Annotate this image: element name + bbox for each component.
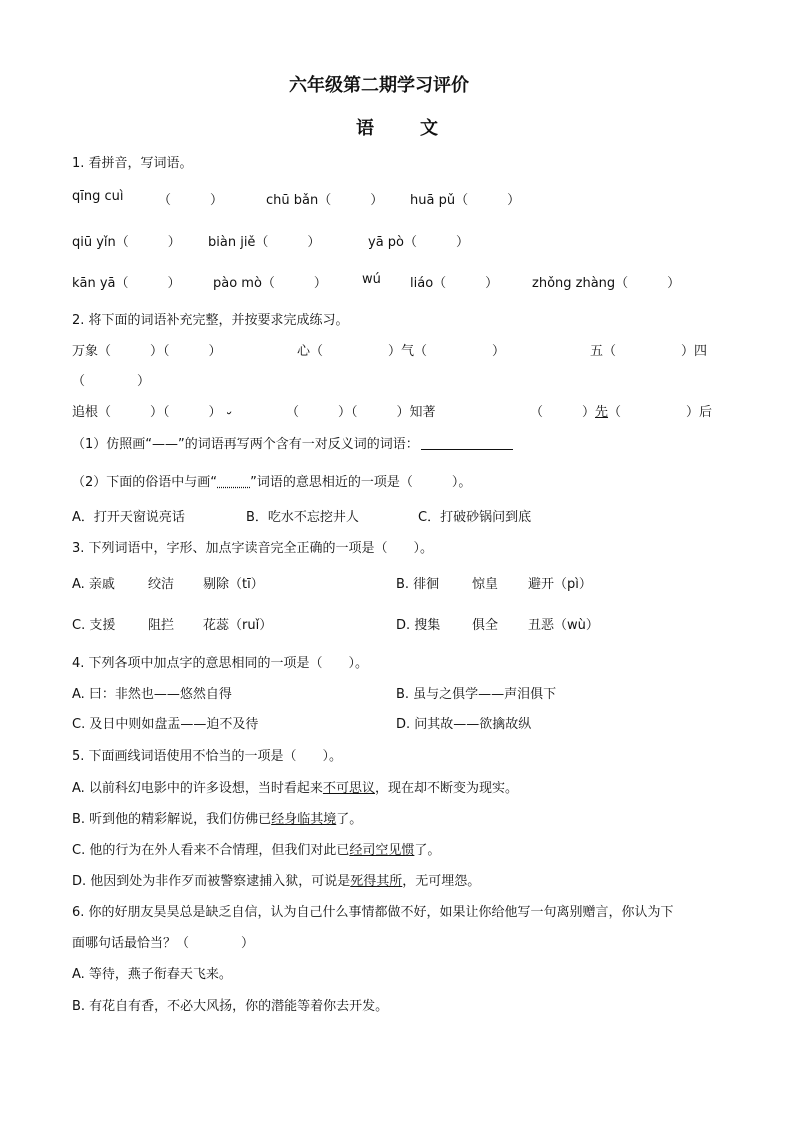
q3-b-2: 惊皇: [472, 577, 499, 592]
q2-option-a: A．打开天窗说亮话: [72, 510, 185, 525]
q3-c-2: 阻拦: [148, 618, 175, 633]
q4-stem: 4. 下列各项中加点字的意思相同的一项是（ ）。: [72, 656, 369, 671]
q2-stem: 2. 将下面的词语补充完整，并按要求完成练习。: [72, 313, 349, 328]
q1-r1-c2: （ ）: [158, 193, 224, 208]
dotted-underline-mark: [217, 475, 250, 490]
q2-l1-wrap: （ ）: [72, 374, 151, 389]
answer-blank-line[interactable]: [421, 437, 513, 450]
q1-r3-c4: liáo（ ）: [410, 276, 499, 291]
q4-option-a: A. 曰：非然也——悠然自得: [72, 687, 232, 702]
q6-option-a: A. 等待，燕子衔春天飞来。: [72, 967, 232, 982]
q2-sub1-text: （1）仿照画“——”的词语再写两个含有一对反义词的词语：: [72, 437, 419, 452]
q2-l2-b: （ ）（ ）知著: [286, 405, 436, 420]
q1-r3-c5: zhǒng zhàng（ ）: [532, 276, 681, 291]
q2-sub1: [72, 433, 513, 452]
q6-option-b: B. 有花自有香，不必大风扬，你的潜能等着你去开发。: [72, 999, 389, 1014]
q5-d-post: ，无可埋怨。: [402, 874, 481, 889]
q5-c-underlined: 经司空见惯: [349, 843, 415, 858]
q5-b-post: 了。: [336, 812, 363, 827]
q3-d-1: D. 搜集: [396, 618, 441, 633]
q2-l1-c: 五（ ）四: [590, 344, 708, 359]
q2-l2-c: [530, 401, 712, 420]
q1-r3-c1: kān yā（ ）: [72, 276, 181, 291]
q3-b-3: 避开（pì）: [528, 577, 592, 592]
q2-l2-c-tail: （ ）后: [608, 405, 713, 420]
q6-stem-line1: 6. 你的好朋友昊昊总是缺乏自信，认为自己什么事情都做不好，如果让你给他写一句离别赠言，你认为下: [72, 905, 674, 920]
q5-a-pre: A. 以前科幻电影中的许多设想，当时看起来: [72, 781, 323, 796]
q5-stem: 5. 下面画线词语使用不恰当的一项是（ ）。: [72, 749, 343, 764]
q2-l2-a: 追根（ ）（ ）: [72, 405, 222, 420]
q5-a-post: ，现在却不断变为现实。: [374, 781, 518, 796]
q2-sub2-post: ”词语的意思相近的一项是（ ）。: [250, 475, 472, 490]
q5-b-pre: B. 听到他的精彩解说，我们仿佛已: [72, 812, 272, 827]
q4-option-b: B. 虽与之俱学——声泪俱下: [396, 687, 557, 702]
q2-l1-a: 万象（ ）（ ）: [72, 344, 222, 359]
q3-c-1: C. 支援: [72, 618, 116, 633]
q5-option-c: [72, 839, 440, 858]
q5-b-underlined: 经身临其境: [271, 812, 337, 827]
q1-r1-c3: chū bǎn（ ）: [266, 193, 384, 208]
subject-char-1: 语: [356, 118, 376, 139]
q6-stem-line2: 面哪句话最恰当？（ ）: [72, 936, 255, 951]
q5-option-a: [72, 777, 518, 796]
q5-a-underlined: 不可思议: [322, 781, 375, 796]
q1-r2-c2: biàn jiě（ ）: [208, 235, 321, 250]
q5-d-pre: D. 他因到处为非作歹而被警察逮捕入狱，可说是: [72, 874, 351, 889]
q1-r1-c1: qīng cuì: [72, 189, 124, 204]
q1-r3-c3: wú: [362, 272, 381, 287]
q3-stem: 3. 下列词语中，字形、加点字读音完全正确的一项是（ ）。: [72, 541, 434, 556]
q2-l2-c-blank: （ ）: [530, 405, 596, 420]
wavy-underline-mark: [227, 398, 251, 413]
q3-d-3: 丑恶（wù）: [528, 618, 599, 633]
q2-sub2: [72, 471, 471, 490]
q2-l2-c-mark: 先: [595, 405, 609, 420]
q3-d-2: 俱全: [472, 618, 499, 633]
q1-r3-c2: pào mò（ ）: [213, 276, 327, 291]
q1-r2-c1: qiū yǐn（ ）: [72, 235, 181, 250]
q5-option-b: [72, 808, 362, 827]
q5-c-post: 了。: [414, 843, 441, 858]
q2-l1-b: 心（ ）气（ ）: [297, 344, 506, 359]
q1-r2-c3: yā pò（ ）: [368, 235, 469, 250]
page-title: 六年级第二期学习评价: [289, 75, 469, 96]
q4-option-c: C. 及日中则如盘盂——迫不及待: [72, 717, 259, 732]
q5-option-d: [72, 870, 480, 889]
subject-char-2: 文: [420, 118, 440, 139]
q2-option-b: B．吃水不忘挖井人: [246, 510, 359, 525]
q5-d-underlined: 死得其所: [350, 874, 403, 889]
q4-option-d: D. 问其故——欲擒故纵: [396, 717, 532, 732]
q3-a-3: 剔除（tī）: [203, 577, 264, 592]
q1-stem: 1. 看拼音，写词语。: [72, 156, 193, 171]
q1-r1-c4: huā pǔ（ ）: [410, 193, 521, 208]
q5-c-pre: C. 他的行为在外人看来不合情理，但我们对此已: [72, 843, 350, 858]
q3-b-1: B. 徘徊: [396, 577, 440, 592]
q3-c-3: 花蕊（ruǐ）: [203, 618, 273, 633]
q2-sub2-pre: （2）下面的俗语中与画“: [72, 475, 218, 490]
q3-a-2: 绞洁: [148, 577, 175, 592]
q2-option-c: C．打破砂锅问到底: [418, 510, 532, 525]
q3-a-1: A. 亲戚: [72, 577, 115, 592]
